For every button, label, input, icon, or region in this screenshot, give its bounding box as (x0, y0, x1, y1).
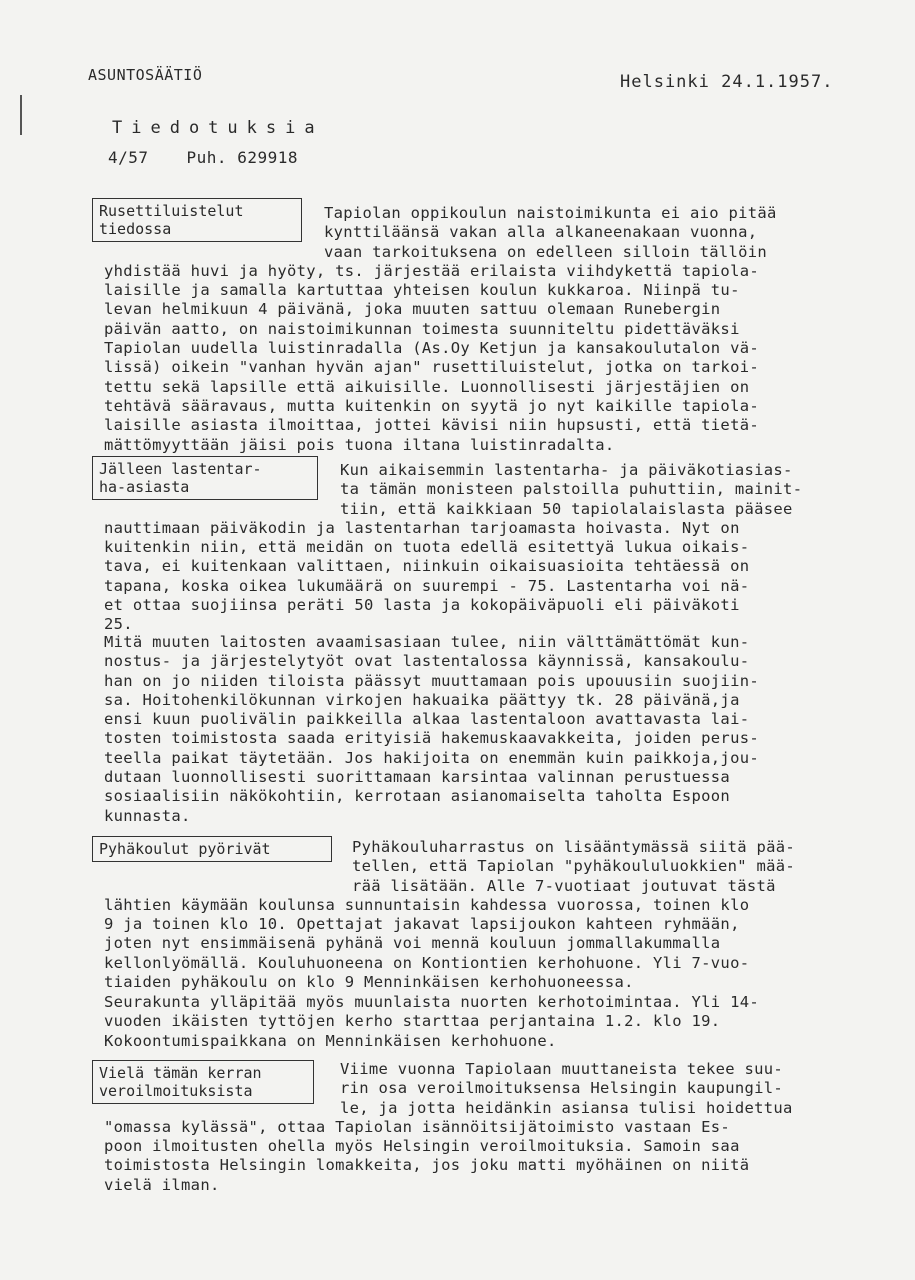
text-line: tiin, että kaikkiaan 50 tapiolalaislasta pääsee (340, 499, 793, 518)
text-line: Tapiolan oppikoulun naistoimikunta ei aio pitää (324, 204, 777, 222)
text-line: tapana, koska oikea lukumäärä on suurempi - 75. Lastentarha voi nä- (104, 576, 750, 595)
text-line: sosiaalisiin näkökohtiin, kerrotaan asianomaiselta taholta Espoon (104, 787, 731, 806)
text-line: kynttiläänsä vakan alla alkaneenakaan vuonna, (324, 223, 758, 242)
text-line: rin osa veroilmoituksensa Helsingin kaupungil- (340, 1079, 784, 1098)
text-line: toimistosta Helsingin lomakkeita, jos joku matti myöhäinen on niitä (104, 1156, 750, 1175)
text-line: Viime vuonna Tapiolaan muuttaneista tekee suu- (340, 1060, 784, 1078)
text-line: rää lisätään. Alle 7-vuotiaat joutuvat tästä (352, 876, 776, 895)
text-line: lissä) oikein "vanhan hyvän ajan" rusettiluistelut, jotka on tarkoi- (104, 358, 759, 377)
text-line: yhdistää huvi ja hyöty, ts. järjestää erilaista viihdykettä tapiola- (104, 261, 759, 280)
text-line: teella paikat täytetään. Jos hakijoita on enemmän kuin paikkoja,jou- (104, 748, 759, 767)
section-body-lastentarha-2 (104, 633, 759, 826)
text-line: mättömyyttään jäisi pois tuona iltana luistinradalta. (104, 435, 615, 454)
text-line: 25. (104, 615, 133, 634)
text-line: Mitä muuten laitosten avaamisasiaan tulee, niin välttämättömät kun- (104, 633, 750, 651)
text-line: tellen, että Tapiolan "pyhäkoululuokkien" mää- (352, 857, 796, 876)
section-body-veroilmoitukset (104, 1060, 793, 1195)
text-line: Seurakunta ylläpitää myös muunlaista nuorten kerhotoimintaa. Yli 14- (104, 993, 759, 1011)
section-heading-lastentarha: Jälleen lastentar- ha-asiasta (92, 456, 318, 500)
text-line: tiaiden pyhäkoulu on klo 9 Menninkäisen kerhohuoneessa. (104, 973, 634, 992)
text-line: tava, ei kuitenkaan valittaen, niinkuin oikaisuasioita tehtäessä on (104, 557, 750, 576)
section-heading-rusettiluistelut: Rusettiluistelut tiedossa (92, 198, 302, 242)
text-line: ta tämän monisteen palstoilla puhuttiin, mainit- (340, 480, 803, 499)
section-body-rusettiluistelut (104, 204, 777, 455)
section-heading-veroilmoitukset: Vielä tämän kerran veroilmoituksista (92, 1060, 314, 1104)
text-line: vuoden ikäisten tyttöjen kerho starttaa perjantaina 1.2. klo 19. (104, 1012, 721, 1031)
text-line: lähtien käymään koulunsa sunnuntaisin kahdessa vuorossa, toinen klo (104, 895, 750, 914)
issue-number: 4/57 (108, 148, 149, 167)
text-line: nostus- ja järjestelytyöt ovat lastentalossa käynnissä, kansakoulu- (104, 652, 750, 671)
section-body-pyhakoulut-2 (104, 993, 759, 1051)
text-line: Kokoontumispaikkana on Menninkäisen kerhohuone. (104, 1031, 557, 1050)
phone-number: Puh. 629918 (186, 148, 298, 167)
text-line: han on jo niiden tiloista päässyt muuttamaan pois upouusiin suojiin- (104, 671, 759, 690)
section-body-pyhakoulut (104, 838, 795, 992)
text-line: joten nyt ensimmäisenä pyhänä voi mennä kouluun jommallakummalla (104, 934, 721, 953)
section-heading-pyhakoulut: Pyhäkoulut pyörivät (92, 836, 332, 862)
section-body-lastentarha (104, 461, 802, 635)
text-line: tosten toimistosta saada erityisiä hakemuskaavakkeita, joiden perus- (104, 729, 759, 748)
text-line: Kun aikaisemmin lastentarha- ja päiväkotiasias- (340, 461, 793, 479)
text-line: vielä ilman. (104, 1175, 220, 1194)
text-line: le, ja jotta heidänkin asiansa tulisi hoidettua (340, 1098, 793, 1117)
text-line: ensi kuun puolivälin paikkeilla alkaa lastentaloon avattavasta lai- (104, 710, 750, 729)
bulletin-title: Tiedotuksia (112, 118, 324, 138)
text-line: laisille asiasta ilmoittaa, jottei kävisi niin hupsusti, että tietä- (104, 416, 759, 435)
text-line: "omassa kylässä", ottaa Tapiolan isännöitsijätoimisto vastaan Es- (104, 1117, 731, 1136)
text-line: et ottaa suojiinsa peräti 50 lasta ja kokopäiväpuoli eli päiväkoti (104, 596, 740, 615)
text-line: kuitenkin niin, että meidän on tuota edellä esitettyä lukua oikais- (104, 538, 750, 557)
text-line: kellonlyömällä. Kouluhuoneena on Kontiontien kerhohuone. Yli 7-vuo- (104, 953, 750, 972)
text-line: Tapiolan uudella luistinradalla (As.Oy Ketjun ja kansakoulutalon vä- (104, 339, 759, 358)
text-line: päivän aatto, on naistoimikunnan toimesta suunniteltu pidettäväksi (104, 319, 740, 338)
organization-name: ASUNTOSÄÄTIÖ (88, 66, 203, 84)
text-line: tettu sekä lapsille että aikuisille. Luonnollisesti järjestäjien on (104, 377, 750, 396)
margin-mark (20, 95, 22, 135)
text-line: tehtävä sääravaus, mutta kuitenkin on syytä jo nyt kaikille tapiola- (104, 396, 759, 415)
text-line: nauttimaan päiväkodin ja lastentarhan tarjoamasta hoivasta. Nyt on (104, 518, 740, 537)
text-line: vaan tarkoituksena on edelleen silloin tällöin (324, 242, 768, 261)
issue-line (108, 148, 298, 167)
text-line: laisille ja samalla kartuttaa yhteisen koulun kukkaroa. Niinpä tu- (104, 281, 740, 300)
text-line: poon ilmoitusten ohella myös Helsingin veroilmoituksia. Samoin saa (104, 1137, 740, 1156)
text-line: dutaan luonnollisesti suorittamaan karsintaa valinnan perustuessa (104, 768, 731, 787)
text-line: levan helmikuun 4 päivänä, joka muuten sattuu olemaan Runebergin (104, 300, 721, 319)
text-line: kunnasta. (104, 806, 191, 825)
text-line: 9 ja toinen klo 10. Opettajat jakavat lapsijoukon kahteen ryhmään, (104, 915, 740, 934)
text-line: Pyhäkouluharrastus on lisääntymässä siitä pää- (352, 838, 796, 856)
text-line: sa. Hoitohenkilökunnan virkojen hakuaika päättyy tk. 28 päivänä,ja (104, 690, 740, 709)
place-date: Helsinki 24.1.1957. (620, 72, 834, 92)
